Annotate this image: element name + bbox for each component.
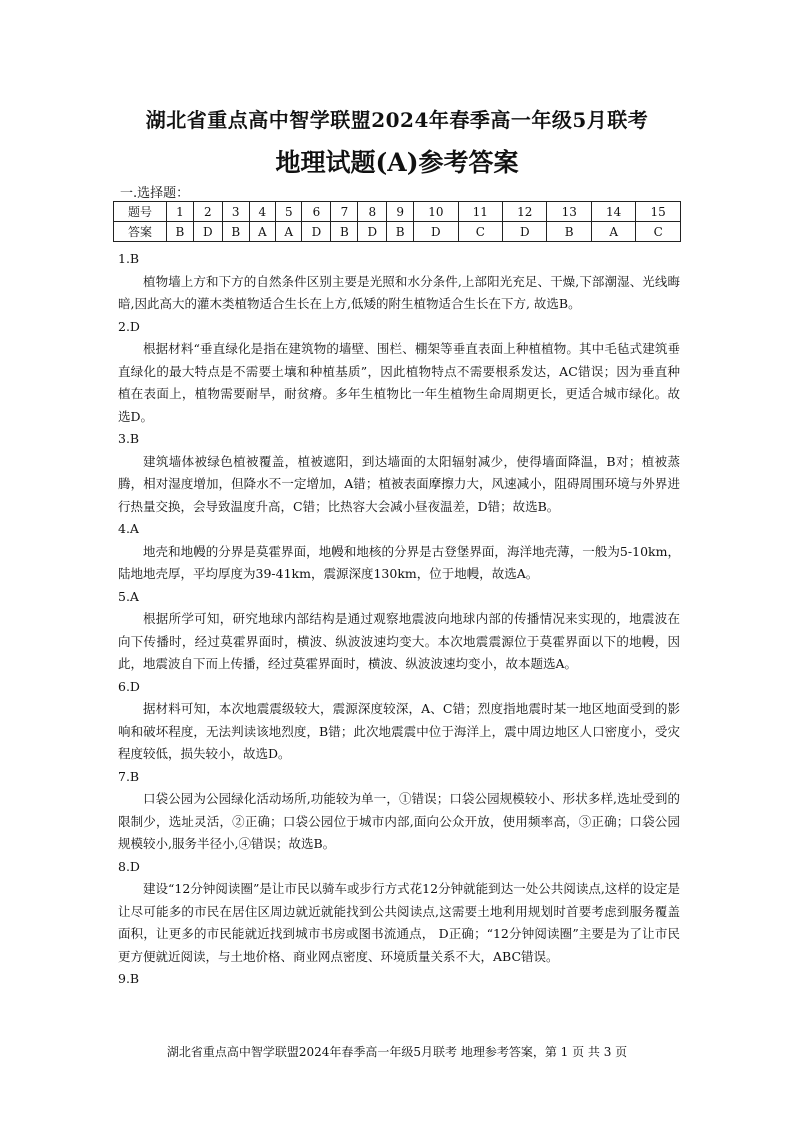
page-footer: 湖北省重点高中智学联盟2024年春季高一年级5月联考 地理参考答案，第 1 页 共 3 页 [166, 1045, 628, 1059]
answer-cell: A [591, 222, 635, 242]
explanation-number: 7.B [118, 768, 140, 784]
answer-cell: B [331, 222, 358, 242]
exam-title: 湖北省重点高中智学联盟2024年春季高一年级5月联考 [145, 108, 649, 132]
explanation-number: 4.A [118, 521, 139, 536]
question-number-row [114, 202, 681, 222]
answer-cell: A [249, 222, 275, 242]
answer-cell: B [222, 222, 249, 242]
row-label-answers: 答案 [114, 222, 167, 242]
explanation-text: 建设“12分钟阅读圈”是让市民以骑车或步行方式花12分钟就能到达一处公共阅读点,这样的设定是让尽可能多的市民在居住区周边就近就能找到公共阅读点,这需要土地利用规划时首要考虑到服务覆盖面积，让更多的市民能就近找到城市书房或图书流通点， D正确；“12分钟阅读圈”主要是为了让市民更方便就近阅读，与土地价格、商业网点密度、环境质量关系不大，ABC错误。 [118, 881, 680, 964]
question-number: 8 [358, 202, 387, 222]
question-number: 5 [276, 202, 302, 222]
answer-cell: B [547, 222, 591, 242]
answer-cell: A [276, 222, 302, 242]
answer-cell: D [302, 222, 331, 242]
answer-cell: C [458, 222, 502, 242]
explanation-number: 1.B [118, 251, 140, 266]
answer-cell: D [414, 222, 458, 242]
question-number: 9 [387, 202, 414, 222]
answer-cell: D [503, 222, 547, 242]
explanation-text: 植物墙上方和下方的自然条件区别主要是光照和水分条件,上部阳光充足、干燥,下部潮湿、光线晦暗,因此高大的灌木类植物适合生长在上方,低矮的附生植物适合生长在下方, 故选B。 [118, 273, 680, 311]
question-number: 1 [167, 202, 194, 222]
explanation-number: 8.D [118, 858, 140, 874]
explanation-text: 建筑墙体被绿色植被覆盖，植被遮阳，到达墙面的太阳辐射减少，使得墙面降温，B对；植被蒸腾，相对湿度增加，但降水不一定增加，A错；植被表面摩擦力大，风速减小，阻碍周围环境与外界进行热量交换，会导致温度升高，C错；比热容大会减小昼夜温差，D错；故选B。 [118, 453, 680, 514]
question-number: 10 [414, 202, 458, 222]
answer-cell: B [167, 222, 194, 242]
question-number: 12 [503, 202, 547, 222]
answer-cell: D [358, 222, 387, 242]
explanation-text: 口袋公园为公园绿化活动场所,功能较为单一，①错误；口袋公园规模较小、形状多样,选址受到的限制少，选址灵活，②正确；口袋公园位于城市内部,面向公众开放，使用频率高，③正确；口袋公园规模较小,服务半径小,④错误；故选B。 [118, 791, 680, 851]
explanations [118, 248, 680, 991]
explanation-number: 6.D [118, 678, 140, 694]
question-number: 15 [636, 202, 681, 222]
answer-cell: B [387, 222, 414, 242]
question-number: 3 [222, 202, 249, 222]
explanation-number: 3.B [118, 431, 140, 446]
explanation-number: 9.B [118, 971, 140, 986]
question-number: 13 [547, 202, 591, 222]
question-number: 6 [302, 202, 331, 222]
answer-table [113, 201, 681, 242]
question-number: 7 [331, 202, 358, 222]
answer-cell: D [193, 222, 222, 242]
explanation-text: 地壳和地幔的分界是莫霍界面，地幔和地核的分界是古登堡界面，海洋地壳薄，一般为5-10km，陆地地壳厚，平均厚度为39-41km，震源深度130km，位于地幔，故选A。 [118, 543, 680, 581]
section-heading: 一.选择题： [120, 186, 190, 201]
row-label-numbers: 题号 [114, 202, 167, 222]
question-number: 11 [458, 202, 502, 222]
explanation-text: 根据所学可知，研究地球内部结构是通过观察地震波向地球内部的传播情况来实现的，地震波在向下传播时，经过莫霍界面时，横波、纵波波速均变大。本次地震震源位于莫霍界面以下的地幔，因此，地震波自下而上传播，经过莫霍界面时，横波、纵波波速均变小，故本题选A。 [118, 611, 680, 671]
answer-row [114, 222, 681, 242]
explanation-text: 根据材料“垂直绿化是指在建筑物的墙壁、围栏、棚架等垂直表面上种植植物。其中毛毡式建筑垂直绿化的最大特点是不需要土壤和种植基质”，因此植物特点不需要根系发达，AC错误；因为垂直种植在表面上，植物需要耐旱，耐贫瘠。多年生植物比一年生植物生命周期更长，更适合城市绿化。故选D。 [118, 341, 680, 424]
answer-cell: C [636, 222, 681, 242]
question-number: 4 [249, 202, 275, 222]
explanation-text: 据材料可知，本次地震震级较大，震源深度较深，A、C错；烈度指地震时某一地区地面受到的影响和破坏程度，无法判读该地烈度，B错；此次地震震中位于海洋上，震中周边地区人口密度小，受灾程度较低，损失较小，故选D。 [118, 701, 680, 761]
question-number: 2 [193, 202, 222, 222]
answer-key-title: 地理试题(A)参考答案 [275, 148, 519, 177]
explanation-number: 5.A [118, 588, 139, 604]
question-number: 14 [591, 202, 635, 222]
explanation-number: 2.D [118, 318, 140, 334]
